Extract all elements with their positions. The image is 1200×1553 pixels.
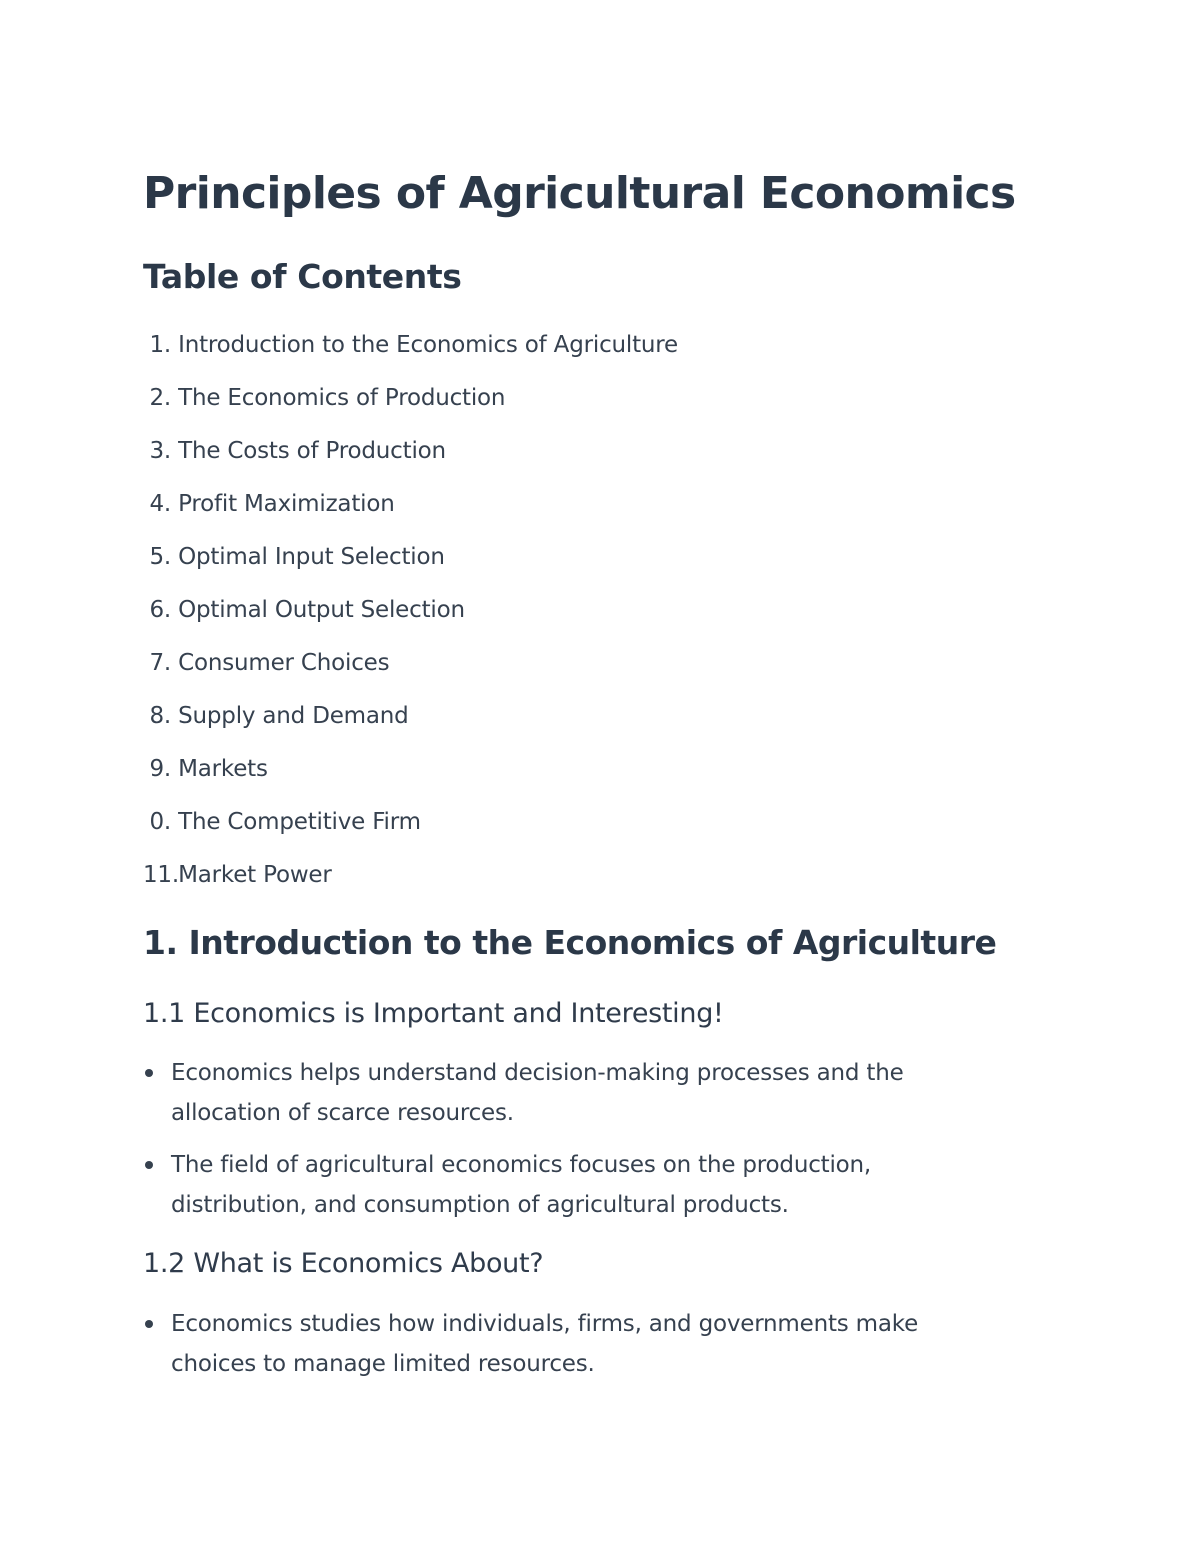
list-item	[143, 1145, 1003, 1225]
list-item	[143, 1053, 1003, 1133]
list-item	[143, 1304, 1003, 1384]
toc-item-label: Optimal Output Selection	[178, 597, 465, 623]
toc-item-number: 1.	[149, 332, 171, 358]
toc-item-number: 7.	[149, 650, 171, 676]
toc-item-number: 4.	[149, 491, 171, 517]
toc-item-number: 9.	[149, 756, 171, 782]
toc-item-label: Supply and Demand	[178, 703, 409, 729]
toc-item[interactable]	[143, 428, 678, 481]
toc-item-label: Consumer Choices	[178, 650, 390, 676]
toc-item-number: 8.	[149, 703, 171, 729]
bullet-list	[143, 1053, 1003, 1237]
toc-item[interactable]	[143, 640, 678, 693]
list-item-text: Economics studies how individuals, firms, and governments make choices to manage limited resources.	[171, 1311, 919, 1377]
list-item-text: Economics helps understand decision-making processes and the allocation of scarce resources.	[171, 1060, 904, 1126]
toc-item[interactable]	[143, 534, 678, 587]
toc-item[interactable]	[143, 481, 678, 534]
toc-item[interactable]	[143, 799, 678, 852]
toc-item-number: 3.	[149, 438, 171, 464]
document-title: Principles of Agricultural Economics	[143, 168, 1016, 219]
toc-item-number: 0.	[149, 809, 171, 835]
toc-item-number: 2.	[149, 385, 171, 411]
toc-item[interactable]	[143, 322, 678, 375]
subsection-heading: 1.1 Economics is Important and Interesting!	[143, 998, 724, 1029]
toc-item-label: The Costs of Production	[178, 438, 446, 464]
section-heading: 1. Introduction to the Economics of Agriculture	[143, 923, 997, 962]
subsection-heading: 1.2 What is Economics About?	[143, 1248, 544, 1279]
toc-item-number: 5.	[149, 544, 171, 570]
toc-item-label: Introduction to the Economics of Agriculture	[178, 332, 678, 358]
toc-item-label: The Competitive Firm	[178, 809, 421, 835]
toc-item-label: The Economics of Production	[178, 385, 506, 411]
table-of-contents	[143, 322, 678, 905]
toc-item-label: Optimal Input Selection	[178, 544, 445, 570]
toc-item[interactable]	[143, 587, 678, 640]
toc-item[interactable]	[143, 375, 678, 428]
toc-item-number: 6.	[149, 597, 171, 623]
toc-heading: Table of Contents	[143, 257, 462, 296]
toc-item[interactable]	[143, 746, 678, 799]
toc-item[interactable]	[143, 852, 678, 905]
bullet-list	[143, 1304, 1003, 1396]
toc-item-label: Market Power	[178, 862, 332, 888]
toc-item[interactable]	[143, 693, 678, 746]
toc-item-label: Markets	[178, 756, 268, 782]
bullet-icon	[145, 1320, 153, 1328]
list-item-text: The field of agricultural economics focuses on the production, distribution, and consumption of agricultural products.	[171, 1152, 872, 1218]
toc-item-number: 11.	[143, 862, 179, 888]
bullet-icon	[145, 1161, 153, 1169]
bullet-icon	[145, 1069, 153, 1077]
toc-item-label: Profit Maximization	[178, 491, 395, 517]
